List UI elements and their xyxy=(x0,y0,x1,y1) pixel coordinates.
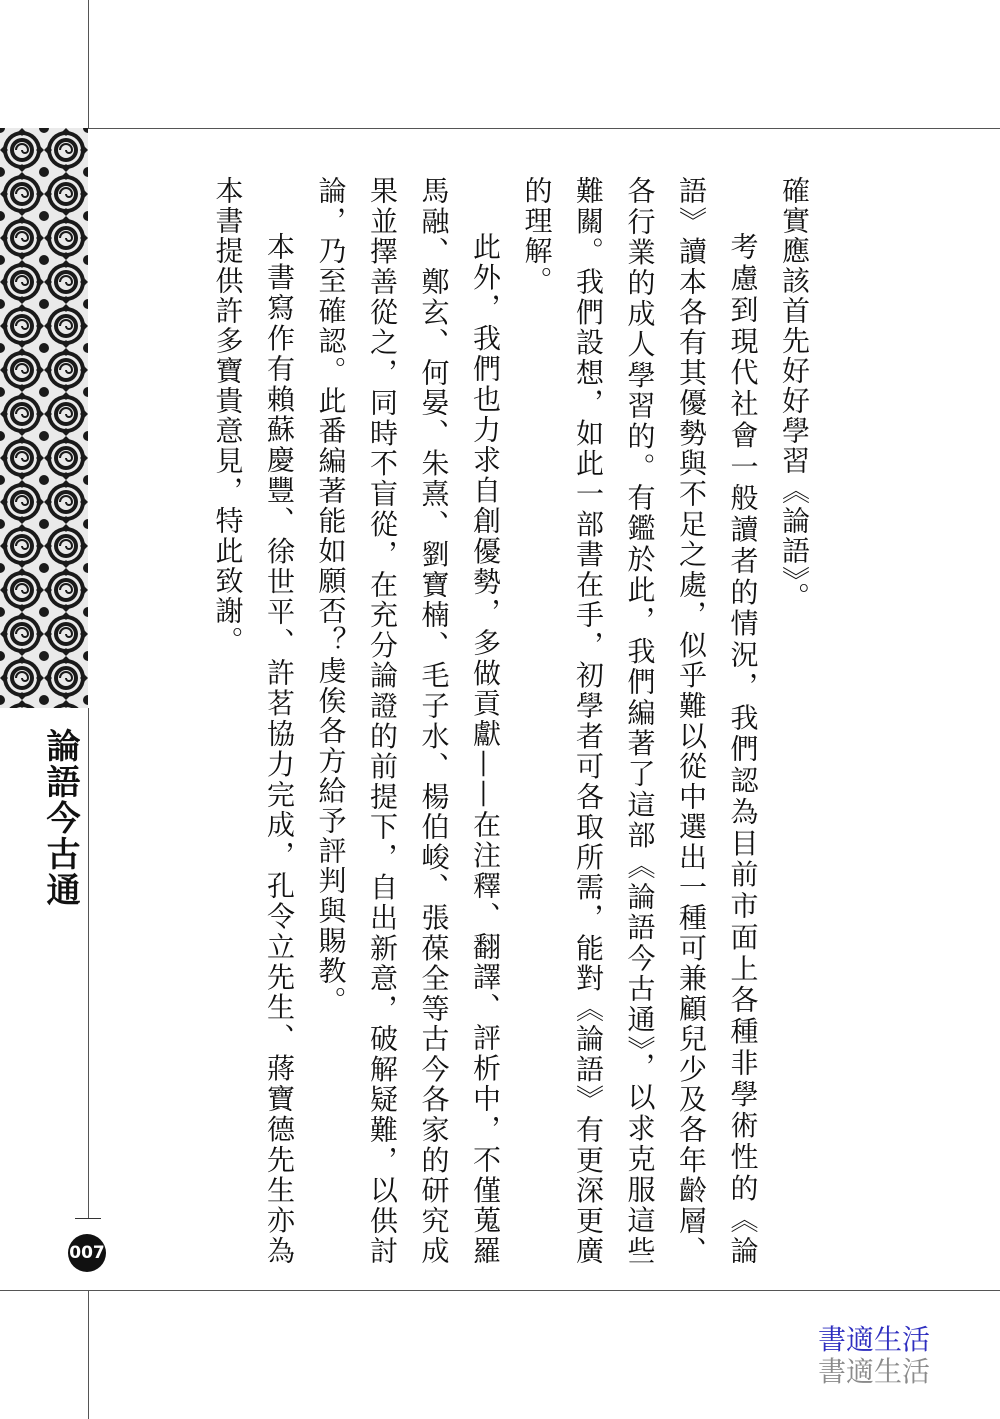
body-text xyxy=(120,176,820,1266)
watermark-line: 書適生活 xyxy=(818,1355,931,1388)
margin-rule-middle xyxy=(88,708,89,1218)
watermark-line: 書適生活 xyxy=(818,1323,931,1356)
margin-rule-top xyxy=(88,0,89,128)
paragraph: 確實應該首先好好學習《論語》。 xyxy=(778,176,811,612)
bottom-rule xyxy=(0,1290,1000,1291)
publisher-watermark xyxy=(818,1324,978,1388)
margin-rule-bottom xyxy=(88,1290,89,1419)
paragraph: 此外，我們也力求自創優勢，多做貢獻——在注釋、翻譯、評析中，不僅蒐羅馬融、鄭玄、何晏、朱熹、劉寶楠、毛子水、楊伯峻、張葆全等古今各家的研究成果並擇善從之，同時不盲從，在充分論證的前提下，自出新意，破解疑難，以供討論，乃至確認。此番編著能如願否？虔俟各方給予評判與賜教。 xyxy=(314,176,502,1266)
paragraph: 本書寫作有賴蘇慶豐、徐世平、許茗協力完成，孔令立先生、蔣寶德先生亦為本書提供許多寶貴意見，特此致謝。 xyxy=(211,176,296,1266)
page-number: 007 xyxy=(68,1234,106,1272)
decorative-pattern-strip xyxy=(0,128,88,708)
page-number-tick xyxy=(75,1218,101,1219)
paragraph: 考慮到現代社會一般讀者的情況，我們認為目前市面上各種非學術性的《論語》讀本各有其優勢與不足之處，似乎難以從中選出一種可兼顧兒少及各年齡層、各行業的成人學習的。有鑑於此，我們編著了這部《論語今古通》，以求克服這些難關。我們設想，如此一部書在手，初學者可各取所需，能對《論語》有更深更廣的理解。 xyxy=(520,176,760,1266)
book-title: 論語今古通 xyxy=(40,728,80,908)
top-rule xyxy=(0,128,1000,129)
